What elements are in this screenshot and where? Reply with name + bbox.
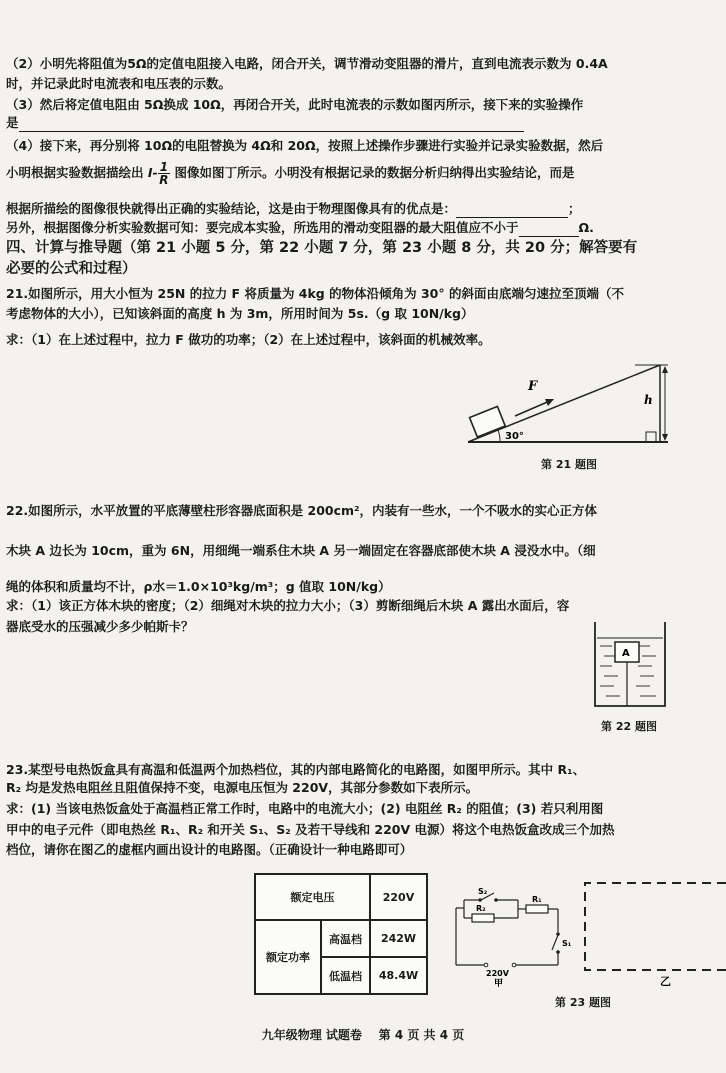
page-footer [0, 1026, 726, 1043]
switch-s2-label: S₂ [478, 887, 488, 896]
q23-figure-caption: 第 23 题图 [555, 996, 611, 1009]
q23-dashed-box-yi [582, 880, 726, 990]
rated-power-label: 额定功率 [255, 920, 321, 994]
q20-part2-line1: （2）小明先将阻值为5Ω的定值电阻接入电路，闭合开关，调节滑动变阻器的滑片，直到电流表示数为 0.4A [6, 56, 608, 71]
supply-voltage-label: 220V [486, 969, 509, 978]
answer-blank-resistance [519, 219, 579, 237]
q21-figure-caption: 第 21 题图 [541, 458, 597, 471]
q23-line3: 求：(1) 当该电热饭盒处于高温档正常工作时，电路中的电流大小；(2) 电阻丝 R₂ 的阻值；(3) 若只利用图 [6, 801, 604, 816]
block-a-label: A [622, 648, 630, 659]
q21-line2: 考虑物体的大小），已知该斜面的高度 h 为 3m，所用时间为 5s.（g 取 10N/kg） [6, 306, 474, 321]
rated-voltage-value: 220V [370, 874, 427, 920]
q20-part4-line4: 另外，根据图像分析实验数据可知：要完成本实验，所选用的滑动变阻器的最大阻值应不小于 Ω. [6, 220, 594, 235]
q21-incline-figure [460, 360, 675, 455]
rated-voltage-label: 额定电压 [255, 874, 370, 920]
q22-line2: 木块 A 边长为 10cm，重为 6N，用细绳一端系住木块 A 另一端固定在容器底部使木块 A 浸没水中。（细 [6, 543, 596, 558]
q23-line2: R₂ 均是发热电阻丝且阻值保持不变，电源电压恒为 220V，其部分参数如下表所示。 [6, 780, 479, 795]
q23-line1: 23.某型号电热饭盒具有高温和低温两个加热档位，其的内部电路简化的电路图，如图甲所示。其中 R₁、 [6, 762, 586, 777]
resistor-r1-label: R₁ [532, 895, 542, 904]
q22-line4: 求：（1）该正方体木块的密度；（2）细绳对木块的拉力大小；（3）剪断细绳后木块 A 露出水面后，容 [6, 598, 570, 613]
q21-line1: 21.如图所示，用大小恒为 25N 的拉力 F 将质量为 4kg 的物体沿倾角为 30° 的斜面由底端匀速拉至顶端（不 [6, 286, 624, 301]
angle-label: 30° [505, 431, 524, 442]
one-over-r-fraction: $\frac{1}{R}$ [159, 160, 169, 187]
low-temp-power: 48.4W [370, 957, 427, 994]
q23-circuit-diagram-jia [438, 880, 573, 990]
high-temp-label: 高温档 [321, 920, 370, 957]
footer-subject: 九年级物理 试题卷 [261, 1028, 362, 1042]
q22-line5: 器底受水的压强减少多少帕斯卡？ [6, 619, 194, 634]
q20-part3-line1: （3）然后将定值电阻由 5Ω换成 10Ω，再闭合开关，此时电流表的示数如图丙所示，接下来的实验操作 [6, 97, 584, 112]
resistor-r2-label: R₂ [476, 904, 486, 913]
q23-parameter-table [254, 873, 428, 995]
q22-line3: 绳的体积和质量均不计，ρ水＝1.0×10³kg/m³；g 值取 10N/kg） [6, 579, 391, 594]
q21-line3: 求：（1）在上述过程中，拉力 F 做功的功率；（2）在上述过程中，该斜面的机械效率。 [6, 332, 491, 347]
low-temp-label: 低温档 [321, 957, 370, 994]
figure-yi-label: 乙 [660, 975, 671, 988]
q23-line4: 甲中的电子元件（即电热丝 R₁、R₂ 和开关 S₁、S₂ 及若干导线和 220V 电源）将这个电热饭盒改成三个加热 [6, 822, 615, 837]
section-four-title-cont: 必要的公式和过程） [6, 261, 137, 277]
force-label: F [528, 379, 538, 394]
footer-page-number: 第 4 页 共 4 页 [378, 1028, 465, 1042]
q20-part4-line1: （4）接下来，再分别将 10Ω的电阻替换为 4Ω和 20Ω，按照上述操作步骤进行实验并记录实验数据，然后 [6, 138, 604, 153]
i-symbol: I- [147, 165, 158, 180]
figure-jia-label: 甲 [494, 979, 504, 989]
q20-part3-line2: 是 [6, 114, 720, 132]
switch-s1-label: S₁ [562, 939, 572, 948]
height-label: h [644, 393, 653, 407]
high-temp-power: 242W [370, 920, 427, 957]
q23-line5: 档位，请你在图乙的虚框内画出设计的电路图。（正确设计一种电路即可） [6, 842, 413, 857]
q20-part2-line2: 时，并记录此时电流表和电压表的示数。 [6, 76, 232, 91]
q20-part4-line2: 小明根据实验数据描绘出 I- $\frac{1}{R}$ 图像如图丁所示。小明没有根据记录的数据分析归纳得出实验结论，而是 [6, 160, 575, 187]
answer-blank-3 [19, 114, 524, 132]
answer-blank-advantage [456, 200, 568, 218]
q20-part4-line3: 根据所描绘的图像很快就得出正确的实验结论，这是由于物理图像具有的优点是： ； [6, 201, 581, 216]
q22-line1: 22.如图所示，水平放置的平底薄壁柱形容器底面积是 200cm²，内装有一些水，一个不吸水的实心正方体 [6, 503, 597, 518]
section-four-title: 四、计算与推导题（第 21 小题 5 分，第 22 小题 7 分，第 23 小题 8 分，共 20 分；解答要有 [6, 240, 638, 256]
q22-figure-caption: 第 22 题图 [601, 720, 657, 733]
q22-container-figure [590, 620, 670, 710]
